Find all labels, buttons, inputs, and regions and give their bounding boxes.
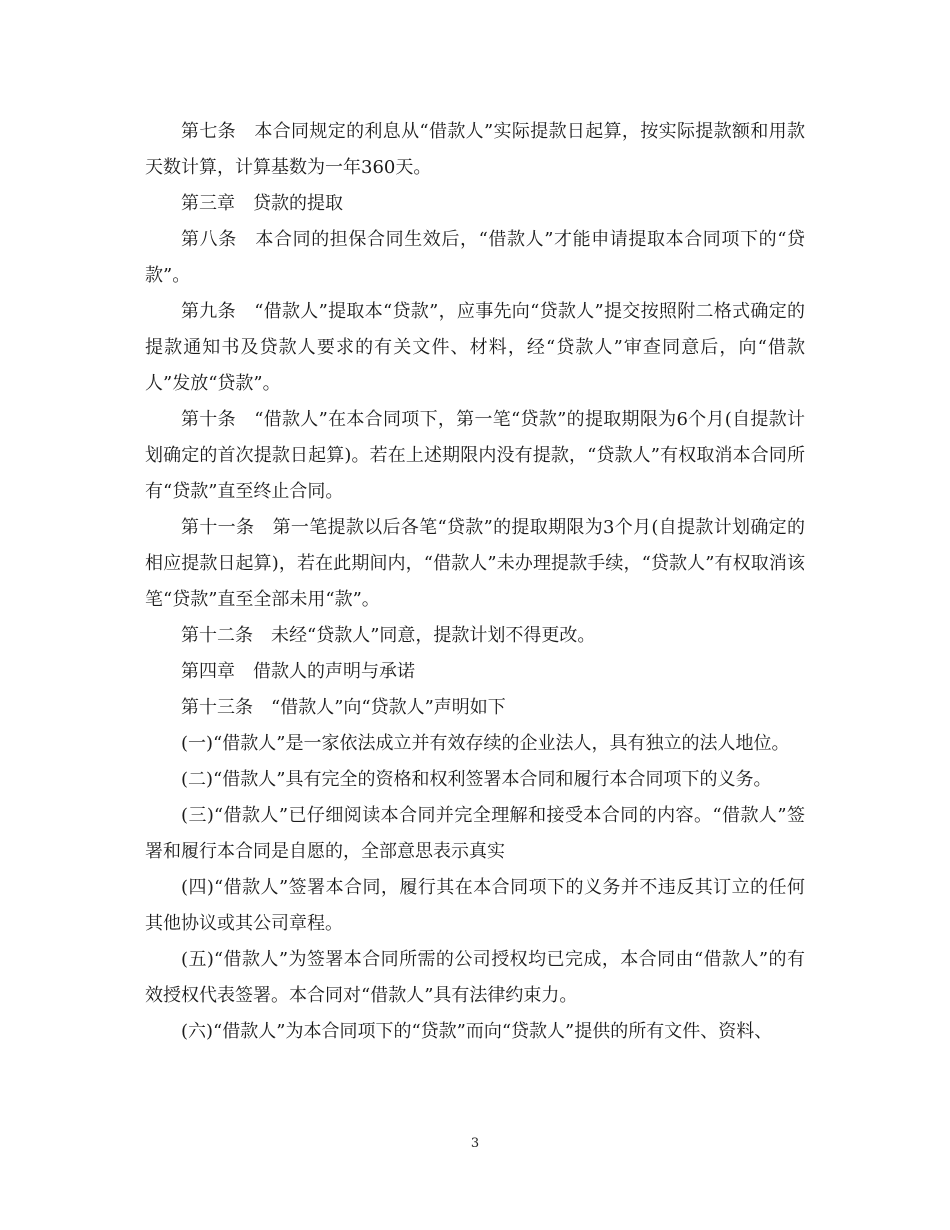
list-item-2: (二)“借款人”具有完全的资格和权利签署本合同和履行本合同项下的义务。 xyxy=(181,769,772,790)
list-item-6: (六)“借款人”为本合同项下的“贷款”而向“贷款人”提供的所有文件、资料、 xyxy=(181,1021,773,1042)
list-item-5: (五)“借款人”为签署本合同所需的公司授权均已完成，本合同由“借款人”的有效授权代表签署。本合同对“借款人”具有法律约束力。 xyxy=(145,949,805,1006)
list-item-3: (三)“借款人”已仔细阅读本合同并完全理解和接受本合同的内容。“借款人”签署和履行本合同是自愿的，全部意思表示真实 xyxy=(145,805,805,862)
page-number: 3 xyxy=(470,1136,480,1151)
paragraph-article-12: 第十二条 未经“贷款人”同意，提款计划不得更改。 xyxy=(181,625,596,646)
document-body xyxy=(145,114,805,1050)
list-item-4: (四)“借款人”签署本合同，履行其在本合同项下的义务并不违反其订立的任何其他协议或其公司章程。 xyxy=(145,877,805,934)
chapter-heading-4: 第四章 借款人的声明与承诺 xyxy=(181,661,415,682)
paragraph-article-9: 第九条 “借款人”提取本“贷款”，应事先向“贷款人”提交按照附二格式确定的提款通知书及贷款人要求的有关文件、材料，经“贷款人”审查同意后，向“借款人”发放“贷款”。 xyxy=(145,301,805,394)
paragraph-article-8: 第八条 本合同的担保合同生效后，“借款人”才能申请提取本合同项下的“贷款”。 xyxy=(145,229,805,286)
paragraph-article-13: 第十三条 “借款人”向“贷款人”声明如下 xyxy=(181,697,506,718)
list-item-1: (一)“借款人”是一家依法成立并有效存续的企业法人，具有独立的法人地位。 xyxy=(181,733,790,754)
chapter-heading-3: 第三章 贷款的提取 xyxy=(181,193,343,214)
paragraph-article-11: 第十一条 第一笔提款以后各笔“贷款”的提取期限为3个月(自提款计划确定的相应提款日起算)，若在此期间内，“借款人”未办理提款手续，“贷款人”有权取消该笔“贷款”直至全部未用“款”。 xyxy=(145,517,805,610)
paragraph-article-10: 第十条 “借款人”在本合同项下，第一笔“贷款”的提取期限为6个月(自提款计划确定的首次提款日起算)。若在上述期限内没有提款，“贷款人”有权取消本合同所有“贷款”直至终止合同。 xyxy=(145,409,805,502)
paragraph-article-7: 第七条 本合同规定的利息从“借款人”实际提款日起算，按实际提款额和用款天数计算，计算基数为一年360天。 xyxy=(145,121,805,178)
